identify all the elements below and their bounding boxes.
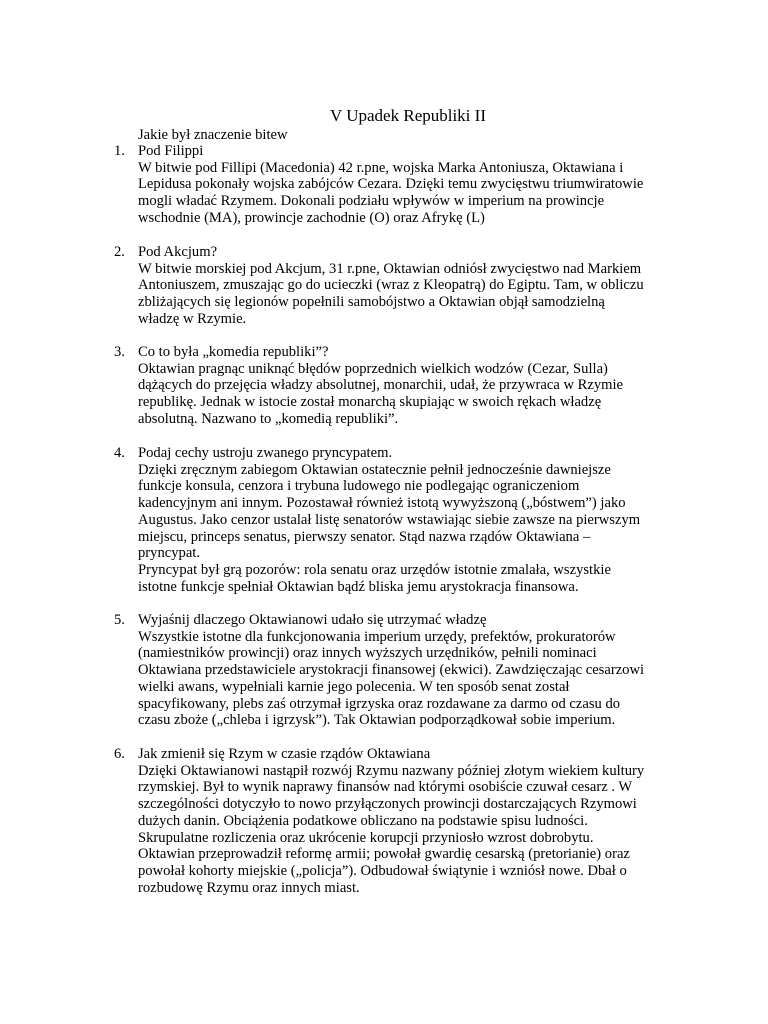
answer-line: Oktawian pragnąc uniknąć błędów poprzednich wielkich wodzów (Cezar, Sulla) [138, 360, 608, 377]
answer-line: absolutną. Nazwano to „komedią republiki”. [138, 410, 399, 427]
item-answer [138, 462, 698, 596]
answer-line: czasu zboże („chleba i igrzysk”). Tak Oktawian podporządkował sobie imperium. [138, 712, 616, 729]
answer-line: Oktawian przeprowadził reformę armii; powołał gwardię cesarską (pretorianie) oraz [138, 846, 630, 863]
answer-line: dążących do przejęcia władzy absolutnej, monarchii, udał, że przywraca w Rzymie [138, 377, 624, 394]
answer-line: Oktawiana przedstawiciele arystokracji finansowej (ekwici). Zawdzięczając cesarzowi [138, 662, 645, 679]
answer-line: W bitwie morskiej pod Akcjum, 31 r.pne, Oktawian odniósł zwycięstwo nad Markiem [138, 260, 642, 277]
item-number: 6. [114, 746, 125, 762]
item-answer [138, 160, 698, 227]
page-title: V Upadek Republiki II [330, 106, 486, 125]
answer-line: Augustus. Jako cenzor ustalał listę senatorów wstawiając siebie zawsze na pierwszym [138, 511, 641, 528]
answer-line: funkcje konsula, cenzora i trybuna ludowego nie podlegając ograniczeniom [138, 478, 580, 495]
answer-line: Dzięki Oktawianowi nastąpił rozwój Rzymu nazwany później złotym wiekiem kultury [138, 762, 645, 779]
item-question: Pod Filippi [138, 143, 204, 159]
answer-line: Pryncypat był grą pozorów: rola senatu oraz urzędów istotnie zmalała, wszystkie [138, 562, 611, 579]
answer-line: kadencyjnym ani innym. Pozostawał również istotą wywyższoną („bóstwem”) jako [138, 495, 626, 512]
item-number: 4. [114, 445, 125, 461]
answer-line: Skrupulatne rozliczenia oraz ukrócenie korupcji przyniosło wzrost dobrobytu. [138, 829, 594, 846]
item-answer [138, 763, 698, 897]
item-number: 5. [114, 612, 125, 628]
item-answer [138, 629, 698, 730]
answer-line: miejscu, princeps senatus, pierwszy senator. Stąd nazwa rządów Oktawiana – [138, 528, 591, 545]
answer-line: rozbudowę Rzymu oraz innych miast. [138, 879, 360, 896]
item-answer [138, 261, 698, 328]
answer-line: wschodnie (MA), prowincje zachodnie (O) oraz Afrykę (L) [138, 209, 485, 226]
answer-line: szczególności dotyczyło to nowo przyłączonych prowincji dostarczających Rzymowi [138, 796, 637, 813]
answer-line: rzymskiej. Był to wynik naprawy finansów nad którymi osobiście czuwał cesarz . W [138, 779, 633, 796]
answer-line: władzę w Rzymie. [138, 310, 247, 327]
answer-line: pryncypat. [138, 545, 201, 562]
answer-line: zbliżających się legionów popełnili samobójstwo a Oktawian objął samodzielną [138, 294, 605, 311]
answer-line: republikę. Jednak w istocie został monarchą skupiając w swoich rękach władzę [138, 394, 602, 411]
intro-question: Jakie był znaczenie bitew [138, 127, 288, 143]
item-number: 2. [114, 244, 125, 260]
answer-line: Wszystkie istotne dla funkcjonowania imperium urzędy, prefektów, prokuratorów [138, 628, 616, 645]
item-question: Wyjaśnij dlaczego Oktawianowi udało się utrzymać władzę [138, 612, 487, 628]
answer-line: Dzięki zręcznym zabiegom Oktawian ostatecznie pełnił jednocześnie dawniejsze [138, 461, 611, 478]
answer-line: Lepidusa pokonały wojska zabójców Cezara. Dzięki temu zwycięstwu triumwiratowie [138, 176, 644, 193]
item-answer [138, 361, 698, 428]
item-question: Podaj cechy ustroju zwanego pryncypatem. [138, 445, 393, 461]
item-number: 1. [114, 143, 125, 159]
item-question: Co to była „komedia republiki”? [138, 344, 329, 360]
answer-line: spacyfikowany, plebs zaś otrzymał igrzyska oraz rozdawane za darmo od czasu do [138, 695, 621, 712]
item-question: Pod Akcjum? [138, 244, 218, 260]
answer-line: powołał kohorty miejskie („policja”). Odbudował świątynie i wzniósł nowe. Dbał o [138, 863, 627, 880]
answer-line: (namiestników prowincji) oraz innych wyższych urzędników, pełnili nominaci [138, 645, 597, 662]
item-question: Jak zmienił się Rzym w czasie rządów Oktawiana [138, 746, 431, 762]
answer-line: Antoniuszem, zmuszając go do ucieczki (wraz z Kleopatrą) do Egiptu. Tam, w obliczu [138, 277, 644, 294]
answer-line: wielki awans, wypełniali karnie jego polecenia. W ten sposób senat został [138, 678, 570, 695]
answer-line: istotne funkcje spełniał Oktawian bądź bliska jemu arystokracja finansowa. [138, 578, 579, 595]
item-number: 3. [114, 344, 125, 360]
answer-line: W bitwie pod Fillipi (Macedonia) 42 r.pne, wojska Marka Antoniusza, Oktawiana i [138, 159, 624, 176]
answer-line: mogli władać Rzymem. Dokonali podziału wpływów w imperium na prowincje [138, 193, 605, 210]
answer-line: dużych danin. Obciążenia podatkowe obliczano na podstawie spisu ludności. [138, 812, 588, 829]
